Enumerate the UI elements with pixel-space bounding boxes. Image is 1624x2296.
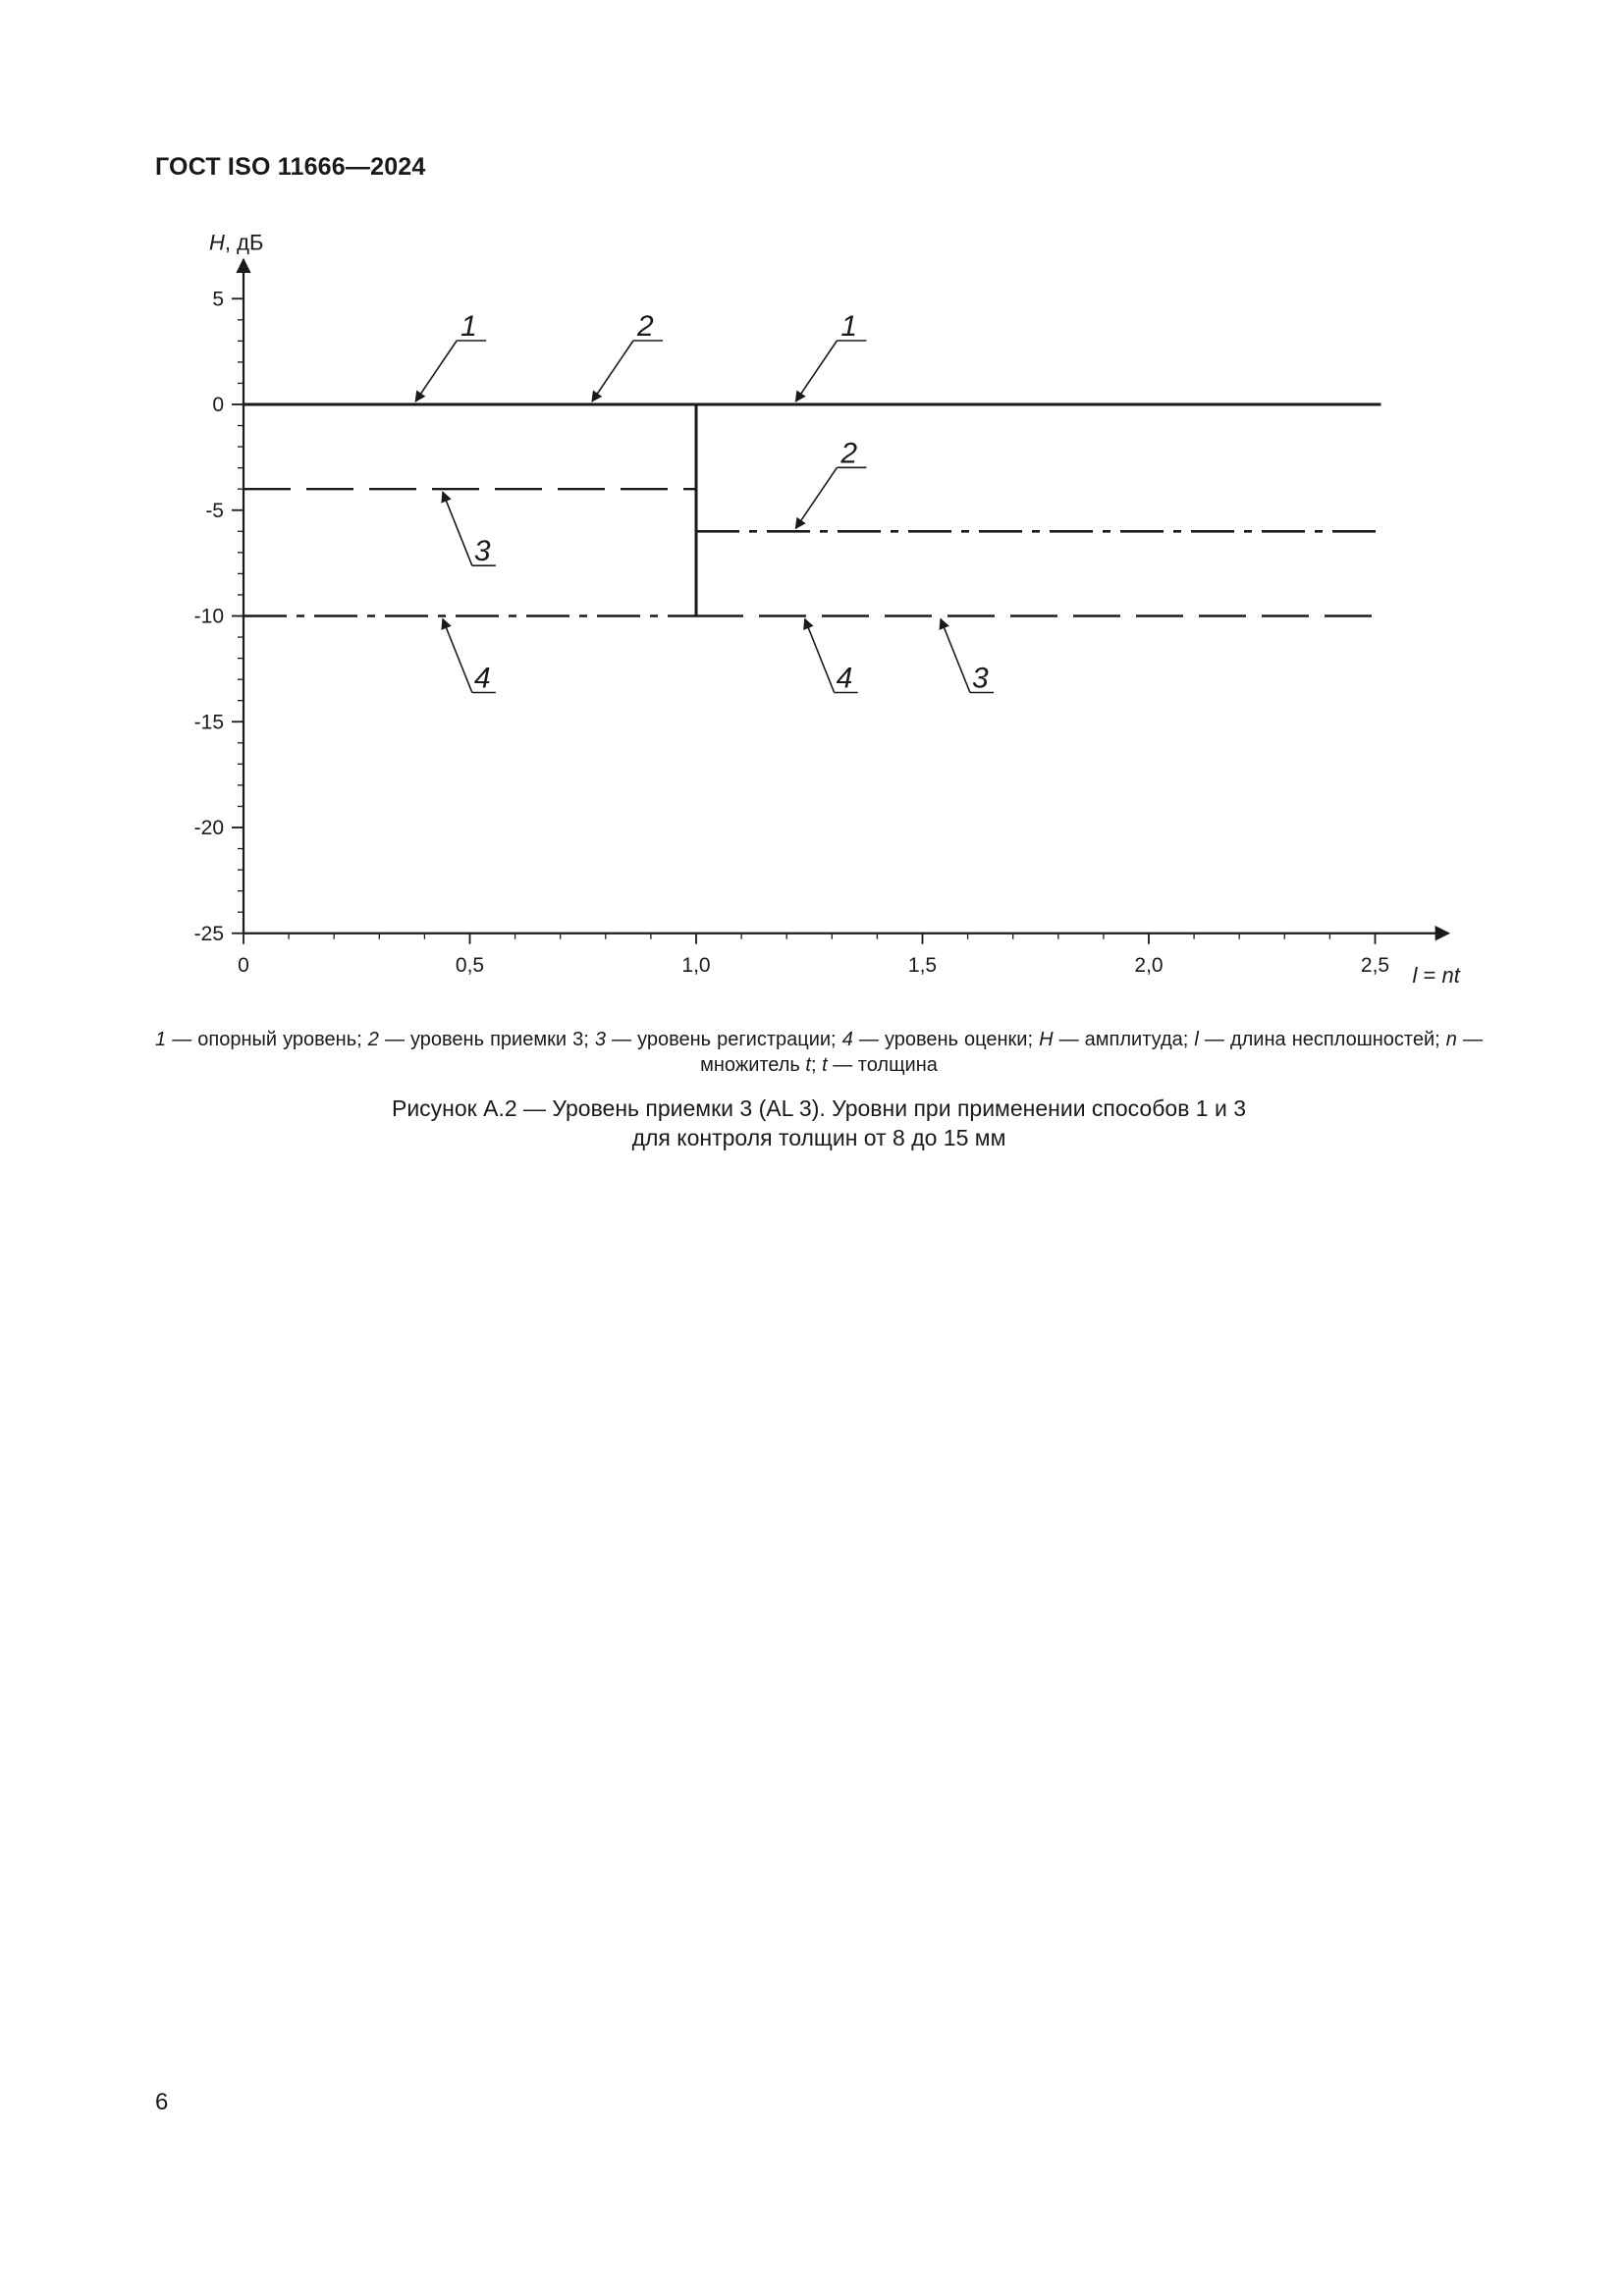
callout-leader bbox=[443, 619, 472, 693]
legend-text: — уровень приемки 3; bbox=[378, 1029, 595, 1050]
callout-leader bbox=[941, 619, 970, 693]
x-tick-label: 1,0 bbox=[681, 953, 711, 977]
x-tick-label: 2,0 bbox=[1134, 953, 1164, 977]
x-tick-label: 2,5 bbox=[1360, 953, 1390, 977]
y-axis-label-var: H bbox=[209, 230, 225, 255]
callout-label: 4 bbox=[836, 662, 853, 695]
legend-text: — опорный уровень; bbox=[166, 1029, 368, 1050]
y-tick-label: 5 bbox=[212, 288, 224, 311]
legend-symbol: 4 bbox=[841, 1029, 853, 1050]
y-tick-label: -10 bbox=[193, 605, 224, 628]
caption-line-1: Рисунок А.2 — Уровень приемки 3 (AL 3). Уровни при применении способов 1 и 3 bbox=[391, 1095, 1247, 1121]
legend-text: — уровень регистрации; bbox=[605, 1029, 842, 1050]
figure-legend bbox=[155, 1027, 1483, 1078]
legend-text: ; bbox=[810, 1054, 823, 1076]
legend-symbol: l bbox=[1194, 1029, 1199, 1050]
legend-text: — длина несплошностей; bbox=[1198, 1029, 1446, 1050]
y-axis-label bbox=[209, 230, 263, 254]
callout-leader bbox=[443, 492, 472, 565]
callout-leader bbox=[795, 467, 837, 528]
y-tick-label: 0 bbox=[212, 394, 224, 416]
y-axis-label-unit: , дБ bbox=[224, 230, 264, 255]
callout-label: 2 bbox=[840, 437, 858, 470]
callout-leader bbox=[592, 341, 633, 401]
x-axis-label-part: = bbox=[1417, 962, 1442, 988]
legend-symbol: 1 bbox=[155, 1029, 167, 1050]
legend-symbol: n bbox=[1445, 1029, 1457, 1050]
legend-text: — амплитуда; bbox=[1053, 1029, 1195, 1050]
figure-chart bbox=[0, 0, 1624, 1021]
legend-text: — уровень оценки; bbox=[852, 1029, 1040, 1050]
callout-label: 1 bbox=[460, 310, 477, 343]
callout-label: 3 bbox=[971, 662, 989, 695]
callout-label: 4 bbox=[473, 662, 491, 695]
legend-symbol: t bbox=[805, 1054, 811, 1076]
figure-caption bbox=[155, 1094, 1483, 1152]
legend-symbol: 3 bbox=[594, 1029, 606, 1050]
y-tick-label: -5 bbox=[205, 499, 224, 522]
y-tick-label: -15 bbox=[193, 711, 224, 734]
callout-leader bbox=[415, 341, 457, 401]
callout-label: 2 bbox=[636, 310, 654, 343]
x-axis-label-part: l bbox=[1412, 962, 1418, 988]
callout-leader bbox=[805, 619, 835, 693]
legend-symbol: H bbox=[1039, 1029, 1054, 1050]
y-tick-label: -20 bbox=[193, 817, 224, 839]
x-tick-label: 1,5 bbox=[907, 953, 938, 977]
legend-text: — множитель bbox=[700, 1029, 1483, 1076]
x-tick-label: 0 bbox=[238, 953, 249, 977]
callout-label: 1 bbox=[840, 310, 858, 343]
x-axis-label-part: nt bbox=[1441, 962, 1460, 988]
legend-symbol: 2 bbox=[367, 1029, 379, 1050]
document-header: ГОСТ ISO 11666—2024 bbox=[155, 153, 426, 181]
legend-symbol: t bbox=[822, 1054, 828, 1076]
page-number: 6 bbox=[155, 2089, 169, 2115]
callout-leader bbox=[795, 341, 837, 401]
y-tick-label: -25 bbox=[193, 922, 224, 945]
x-tick-label: 0,5 bbox=[455, 953, 485, 977]
caption-line-2: для контроля толщин от 8 до 15 мм bbox=[631, 1125, 1006, 1150]
x-axis-label bbox=[1413, 963, 1461, 988]
callout-label: 3 bbox=[473, 535, 491, 568]
legend-text: — толщина bbox=[827, 1054, 938, 1076]
